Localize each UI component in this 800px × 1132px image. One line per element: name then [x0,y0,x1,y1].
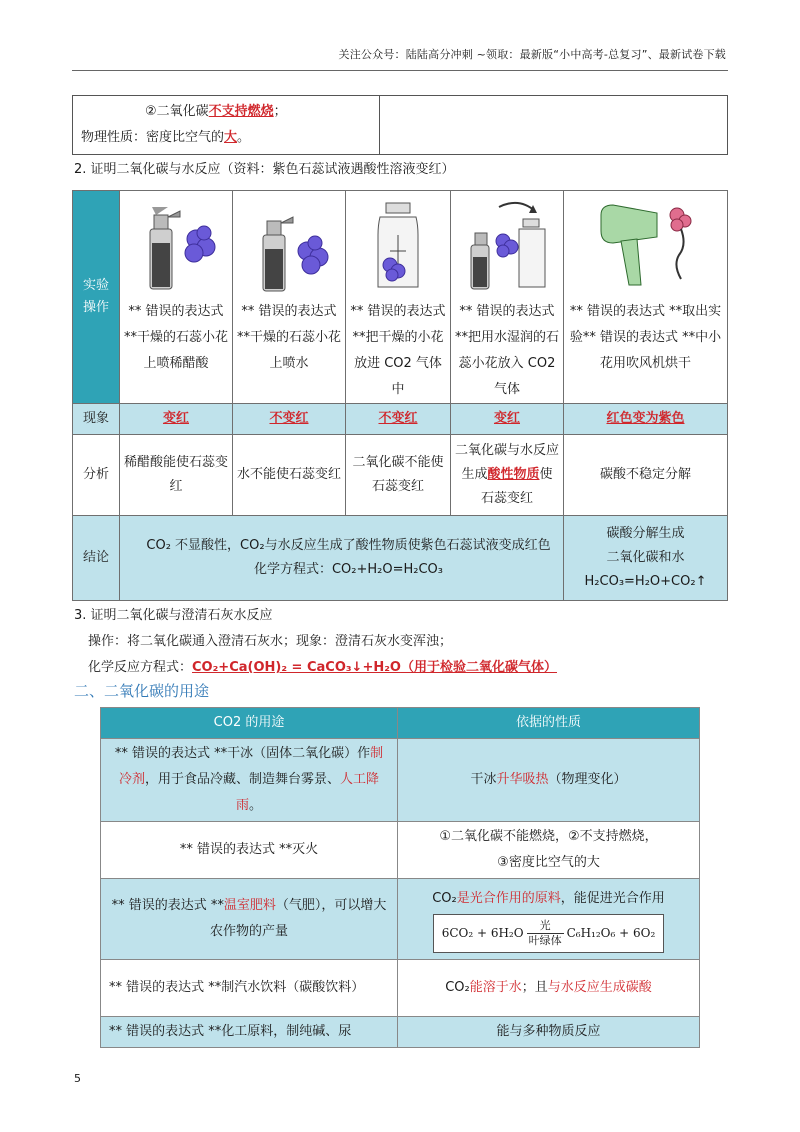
op-cell-4: ** 错误的表达式 **把用水湿润的石蕊小花放入 CO2 气体 [451,191,564,404]
property-line-1: ②二氧化碳不支持燃烧； [145,104,287,119]
photosynthesis-equation: 6CO₂ + 6H₂O $\frac{\text{光}}{\text{叶绿体}}$ C₆H₁₂O₆ + 6O₂ [433,914,665,953]
section-3-equation: 化学反应方程式：CO₂+Ca(OH)₂ = CaCO₃↓+H₂O（用于检验二氧化碳气体） [88,660,557,675]
row-label-conclusion: 结论 [73,516,120,601]
uses-table [100,707,700,1048]
highlight-not-support-combustion: 不支持燃烧 [208,104,274,119]
uses-head-use: CO2 的用途 [101,708,398,739]
page-header: 关注公众号：陆陆高分冲刺 ~领取：最新版“小中高考-总复习”、最新试卷下载 [338,48,726,61]
phen-cell-3: 不变红 [346,404,451,435]
continued-table [72,95,728,155]
op-cell-3: ** 错误的表达式 **把干燥的小花放进 CO2 气体中 [346,191,451,404]
op-cell-1: ** 错误的表达式 **干燥的石蕊小花上喷稀醋酸 [120,191,233,404]
property-fire-extinguish: ①二氧化碳不能燃烧，②不支持燃烧， ③密度比空气的大 [398,822,700,879]
use-dry-ice: ** 错误的表达式 **干冰（固体二氧化碳）作制冷剂，用于食品冷藏、制造舞台雾景、人工降雨。 [101,739,398,822]
ana-cell-2: 水不能使石蕊变红 [233,435,346,516]
spray-bottle-flower-icon [128,195,224,295]
experiment-table [72,190,728,601]
row-label-operation: 实验 操作 [73,191,120,404]
row-label-analysis: 分析 [73,435,120,516]
use-chemical-raw-material: ** 错误的表达式 **化工原料，制纯碱、尿 [101,1017,398,1048]
ana-cell-3: 二氧化碳不能使石蕊变红 [346,435,451,516]
continued-cell-right [380,96,728,155]
property-line-2: 物理性质：密度比空气的大。 [81,130,251,145]
op-cell-5: ** 错误的表达式 **取出实验** 错误的表达式 **中小花用吹风机烘干 [564,191,728,404]
highlight-heavier: 大 [224,130,238,145]
gas-jar-flower-icon [350,195,446,295]
op-cell-2: ** 错误的表达式 **干燥的石蕊小花上喷水 [233,191,346,404]
uses-head-property: 依据的性质 [398,708,700,739]
hair-dryer-flower-icon [591,195,701,295]
property-soluble: CO₂能溶于水；且与水反应生成碳酸 [398,960,700,1017]
conclusion-right: 碳酸分解生成 二氧化碳和水 H₂CO₃=H₂O+CO₂↑ [564,516,728,601]
use-greenhouse-fertilizer: ** 错误的表达式 **温室肥料（气肥），可以增大农作物的产量 [101,879,398,960]
section-3-operation: 操作：将二氧化碳通入澄清石灰水；现象：澄清石灰水变浑浊； [88,634,453,649]
phen-cell-4: 变红 [451,404,564,435]
ana-cell-5: 碳酸不稳定分解 [564,435,728,516]
continued-cell-left [73,96,380,155]
row-label-phenomenon: 现象 [73,404,120,435]
header-rule [72,70,728,71]
page-number: 5 [74,1072,81,1085]
ana-cell-1: 稀醋酸能使石蕊变红 [120,435,233,516]
phen-cell-5: 红色变为紫色 [564,404,728,435]
ana-cell-4: 二氧化碳与水反应生成酸性物质使石蕊变红 [451,435,564,516]
property-dry-ice: 干冰升华吸热（物理变化） [398,739,700,822]
section-3-title: 3. 证明二氧化碳与澄清石灰水反应 [74,608,273,623]
section-2-title: 2. 证明二氧化碳与水反应（资料：紫色石蕊试液遇酸性溶液变红） [74,162,455,177]
use-soda-drinks: ** 错误的表达式 **制汽水饮料（碳酸饮料） [101,960,398,1017]
spray-bottle-water-flower-icon [241,195,337,295]
use-fire-extinguish: ** 错误的表达式 **灭火 [101,822,398,879]
conclusion-main: CO₂ 不显酸性，CO₂与水反应生成了酸性物质使紫色石蕊试液变成红色 化学方程式：CO₂+H₂O=H₂CO₃ [120,516,564,601]
property-photosynthesis: CO₂是光合作用的原料，能促进光合作用 6CO₂ + 6H₂O $\frac{\text{光}}{\text{叶绿体}}$ C₆H₁₂O₆ + 6O₂ [398,879,700,960]
property-reacts: 能与多种物质反应 [398,1017,700,1048]
phen-cell-2: 不变红 [233,404,346,435]
section-uses-title: 二、二氧化碳的用途 [74,682,210,700]
spray-into-jar-icon [457,195,557,295]
phen-cell-1: 变红 [120,404,233,435]
